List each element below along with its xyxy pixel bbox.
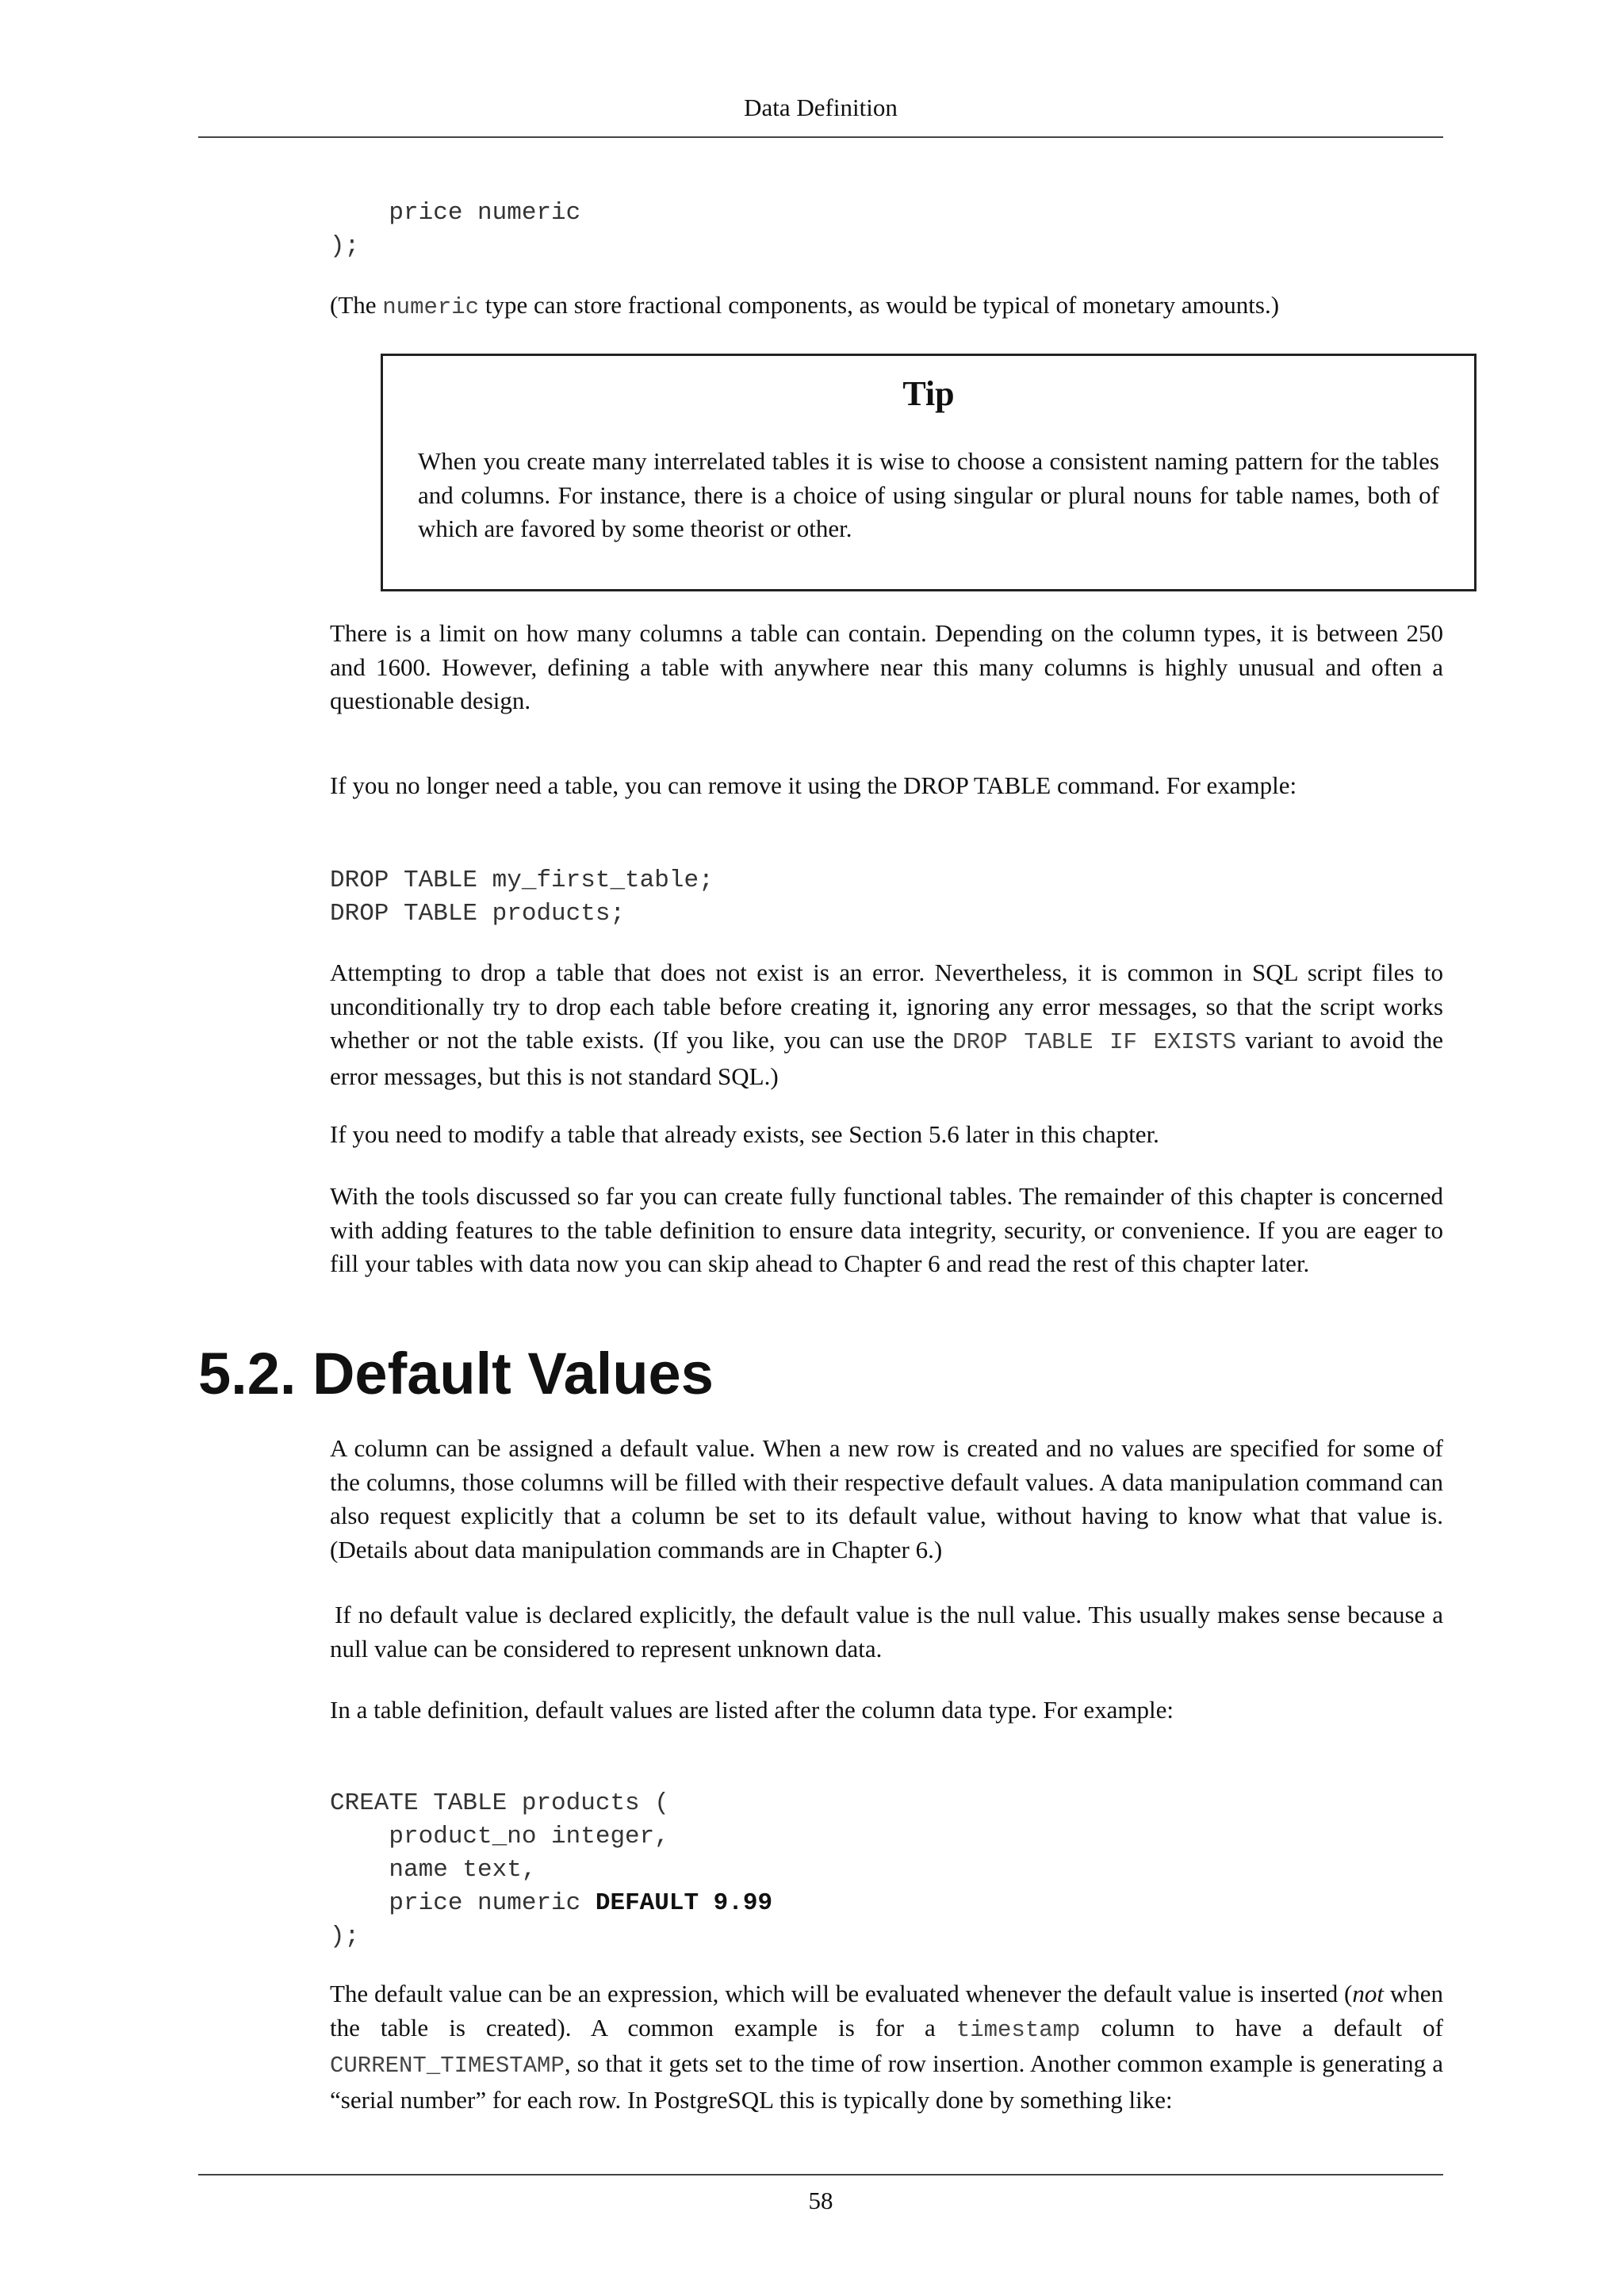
code-line: CREATE TABLE products ( <box>330 1789 669 1817</box>
footer-rule <box>198 2174 1443 2175</box>
tip-body: When you create many interrelated tables it is wise to choose a consistent naming pattern for the tables and columns. For instance, there is a choice of using singular or plural nouns for table names, both of which are favored by some theorist or other. <box>418 447 1439 542</box>
code-line: product_no integer, <box>330 1823 669 1850</box>
inline-code: timestamp <box>956 2016 1081 2043</box>
text-run: when the table is created). A common example is for a <box>330 1980 1443 2042</box>
tip-title: Tip <box>902 374 955 413</box>
inline-code: numeric <box>382 294 480 320</box>
text-run: , so that it gets set to the time of row insertion. Another common example is generating a “serial number” for each row. In PostgreSQL this is typically done by something like: <box>330 2049 1443 2114</box>
code-line: name text, <box>330 1856 537 1884</box>
paragraph-default-intro: A column can be assigned a default value. When a new row is created and no values are specified for some of the columns, those columns will be filled with their respective default values. A data manipulation command can also request explicitly that a column be set to its default value, without having to know what that value is. (Details about data manipulation commands are in Chapter 6.) <box>330 1434 1443 1563</box>
text-run: The default value can be an expression, which will be evaluated whenever the default value is inserted ( <box>330 1980 1353 2007</box>
text-run: (The <box>330 291 383 319</box>
paragraph-modify-table: If you need to modify a table that already exists, see Section 5.6 later in this chapter. <box>330 1120 1159 1148</box>
code-emphasis: DEFAULT 9.99 <box>595 1889 773 1917</box>
inline-code: DROP TABLE IF EXISTS <box>952 1029 1237 1055</box>
paragraph-default-expression <box>330 1977 1443 2117</box>
paragraph-numeric-type <box>330 289 1443 325</box>
running-header: Data Definition <box>744 94 898 121</box>
code-block-create-table <box>330 1787 1443 1954</box>
code-line: price numeric <box>330 1889 596 1917</box>
paragraph-drop-nonexistent <box>330 956 1443 1093</box>
section-heading: 5.2. Default Values <box>198 1341 714 1406</box>
code-line: price numeric <box>330 199 581 227</box>
text-run: Attempting to drop a table that does not exist is an error. Nevertheless, it is common in SQL script files to unconditionally try to drop each table before creating it, ignoring any error messages, so that the script works whether or not the table exists. (If you like, you can use the <box>330 959 1443 1054</box>
inline-code: CURRENT_TIMESTAMP <box>330 2053 565 2079</box>
paragraph-default-listing: In a table definition, default values are listed after the column data type. For example: <box>330 1696 1174 1724</box>
paragraph-tools-discussed: With the tools discussed so far you can create fully functional tables. The remainder of this chapter is concerned with adding features to the table definition to ensure data integrity, security, or convenience. If you are eager to fill your tables with data now you can skip ahead to Chapter 6 and read the rest of this chapter later. <box>330 1182 1443 1277</box>
paragraph-drop-table: If you no longer need a table, you can remove it using the DROP TABLE command. For example: <box>330 771 1297 799</box>
code-block-price <box>330 197 1443 263</box>
tip-box <box>381 354 1477 591</box>
emphasis: not <box>1352 1980 1384 2007</box>
paragraph-column-limit: There is a limit on how many columns a table can contain. Depending on the column types, it is between 250 and 1600. However, defining a table with anywhere near this many columns is highly unusual and often a questionable design. <box>330 619 1443 714</box>
page-number: 58 <box>808 2187 833 2214</box>
text-run: column to have a default of <box>1080 2013 1443 2042</box>
header-rule <box>198 136 1443 138</box>
text-run: variant to avoid the error messages, but this is not standard SQL.) <box>330 1026 1443 1090</box>
code-line: ); <box>330 1923 360 1950</box>
text-run: type can store fractional components, as would be typical of monetary amounts.) <box>479 291 1280 319</box>
code-line: ); <box>330 232 360 260</box>
code-block-drop <box>330 864 1443 931</box>
code-line: DROP TABLE products; <box>330 900 626 928</box>
paragraph-null-default: If no default value is declared explicitly, the default value is the null value. This usually makes sense because a null value can be considered to represent unknown data. <box>330 1601 1443 1663</box>
code-line: DROP TABLE my_first_table; <box>330 867 714 894</box>
